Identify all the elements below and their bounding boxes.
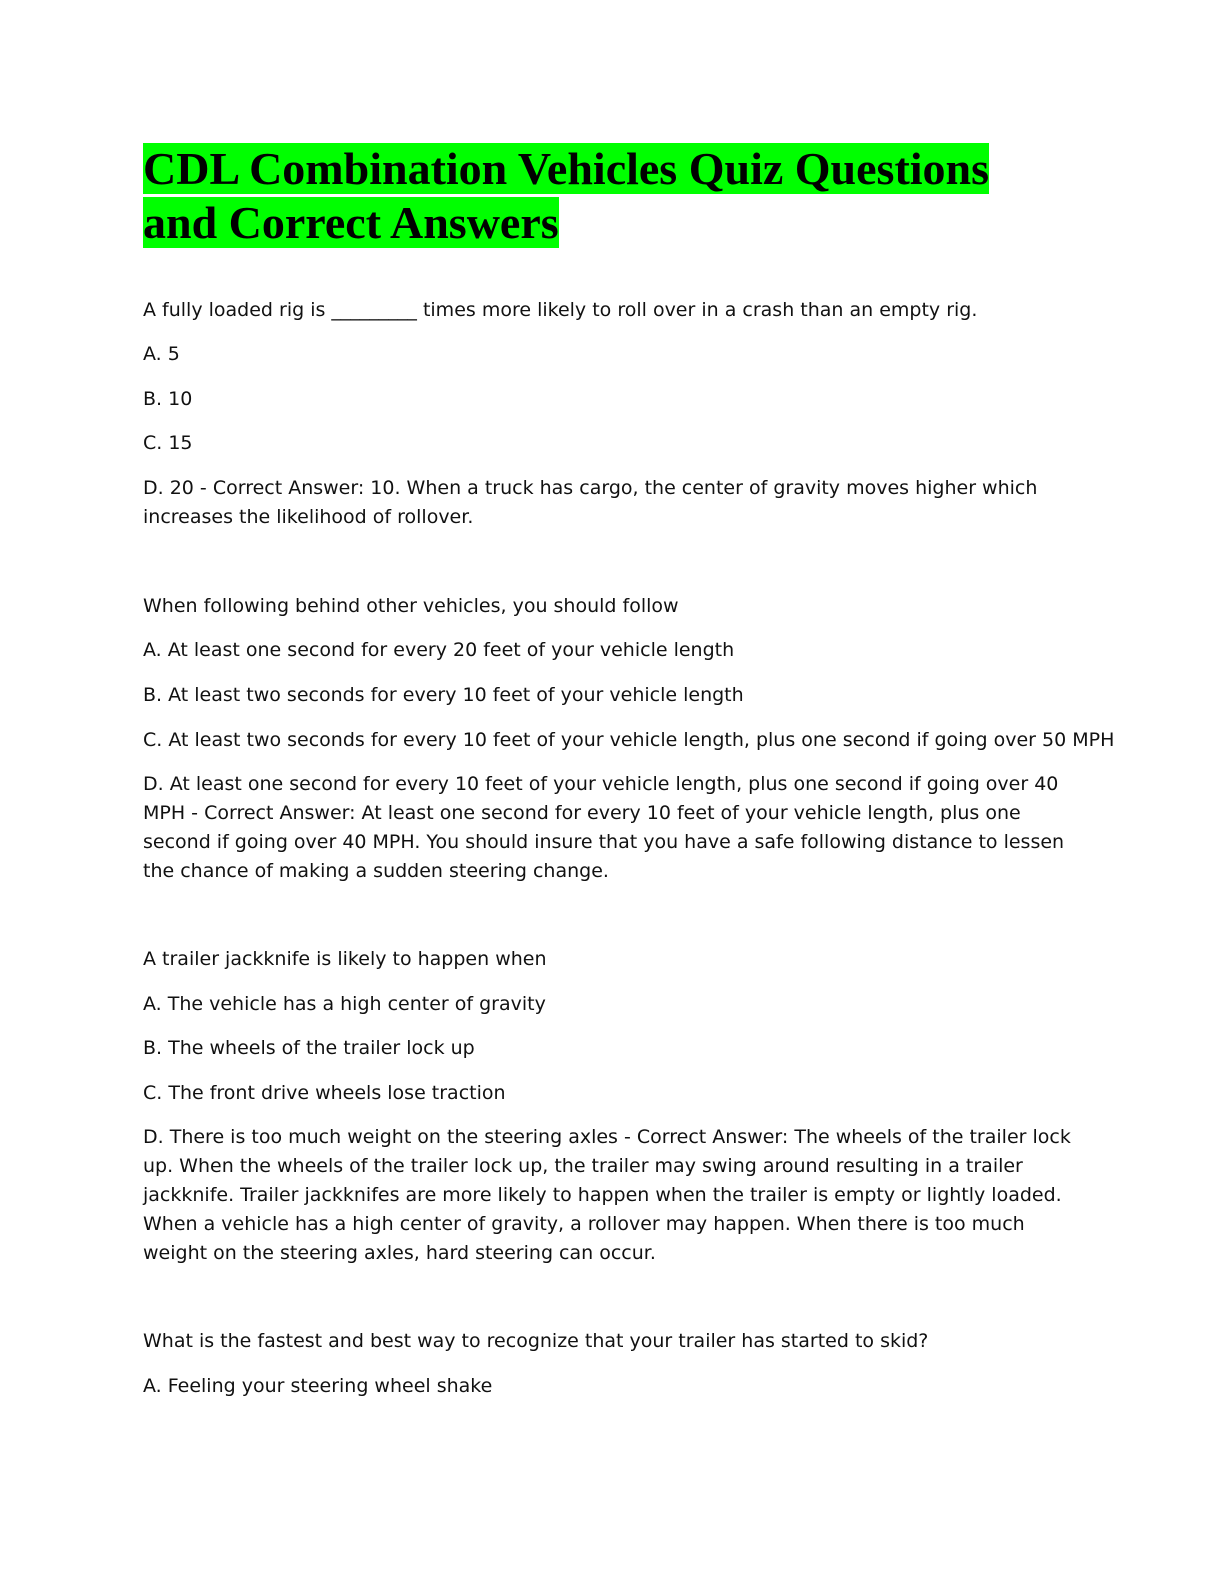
question-3-option-d-answer: D. There is too much weight on the steering axles - Correct Answer: The wheels of the trailer lock up. When the wheels of the trailer lock up, the trailer may swing around resulting in a trailer jackknife. Trailer jackknifes are more likely to happen when the trailer is empty or lightly loaded. When a vehicle has a high center of gravity, a rollover may happen. When there is too much weight on the steering axles, hard steering can occur. — [143, 1126, 1071, 1264]
question-2-option-a: A. At least one second for every 20 feet of your vehicle length — [143, 639, 735, 661]
question-1-option-d-answer: D. 20 - Correct Answer: 10. When a truck has cargo, the center of gravity moves higher which increases the likelihood of rollover. — [143, 477, 1038, 528]
question-3-option-b: B. The wheels of the trailer lock up — [143, 1037, 475, 1059]
question-2-text: When following behind other vehicles, you should follow — [143, 595, 679, 617]
title-highlight: CDL Combination Vehicles Quiz Questions and Correct Answers — [143, 143, 990, 248]
question-2-option-c: C. At least two seconds for every 10 feet of your vehicle length, plus one second if going over 50 MPH — [143, 729, 1115, 751]
question-4-text: What is the fastest and best way to recognize that your trailer has started to skid? — [143, 1330, 929, 1352]
question-1-option-c: C. 15 — [143, 432, 193, 454]
question-2-option-d-answer: D. At least one second for every 10 feet of your vehicle length, plus one second if going over 40 MPH - Correct Answer: At least one second for every 10 feet of your vehicle length, plus one second if going over 40 MPH. You should insure that you have a safe following distance to lessen the chance of making a sudden steering change. — [143, 773, 1065, 882]
question-3-option-c: C. The front drive wheels lose traction — [143, 1082, 506, 1104]
question-3-option-a: A. The vehicle has a high center of gravity — [143, 993, 546, 1015]
question-3-text: A trailer jackknife is likely to happen when — [143, 948, 547, 970]
question-1-option-a: A. 5 — [143, 343, 180, 365]
question-4-option-a: A. Feeling your steering wheel shake — [143, 1375, 493, 1397]
document-title — [143, 142, 1043, 250]
question-2-option-b: B. At least two seconds for every 10 feet of your vehicle length — [143, 684, 744, 706]
question-1-text: A fully loaded rig is _________ times more likely to roll over in a crash than an empty rig. — [143, 299, 978, 321]
question-1-option-b: B. 10 — [143, 388, 193, 410]
